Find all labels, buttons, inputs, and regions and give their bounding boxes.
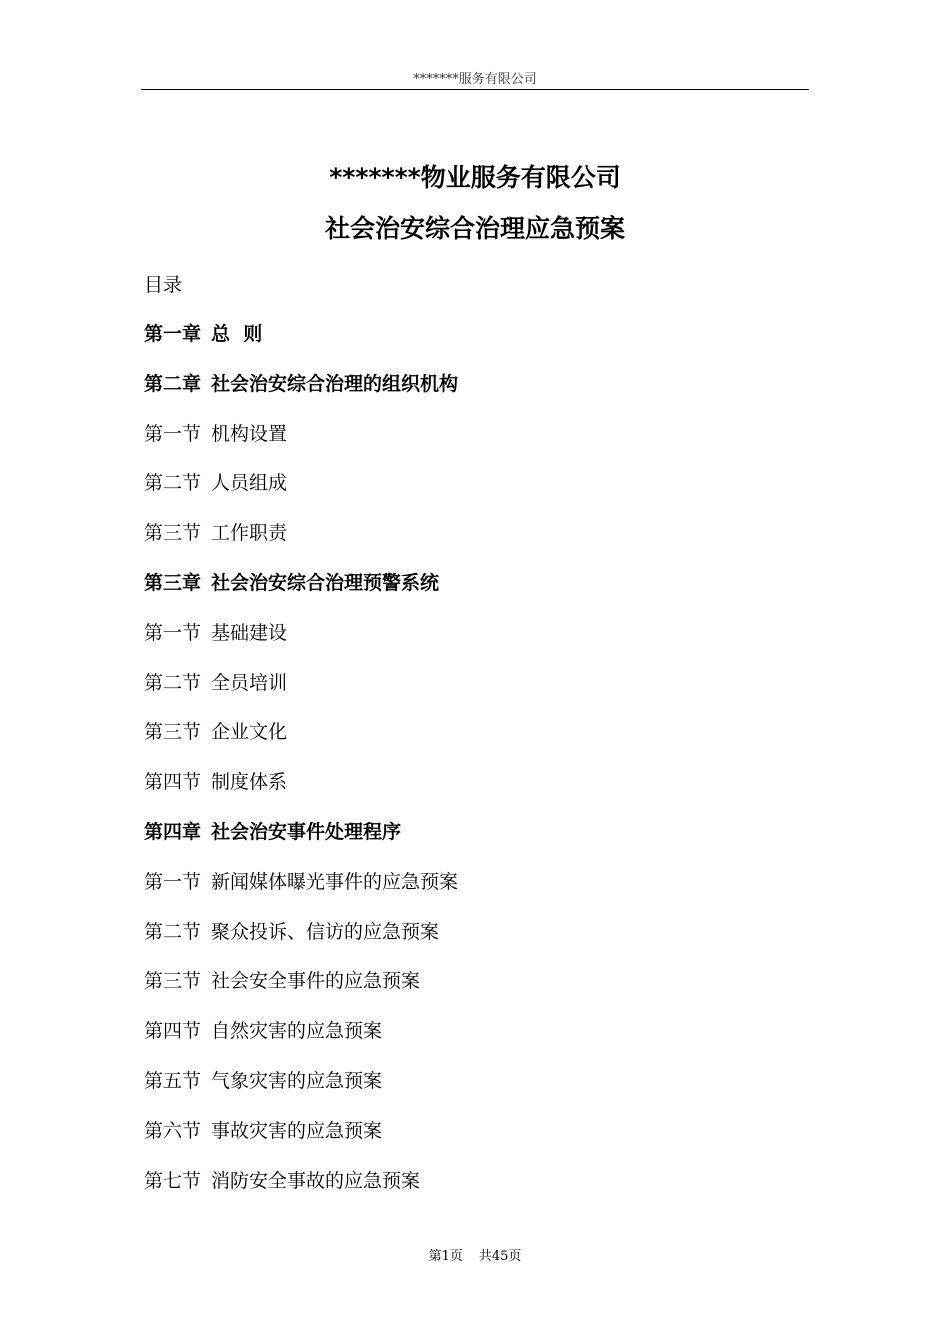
toc-item[interactable]: [144, 320, 458, 370]
toc-item[interactable]: [144, 868, 458, 918]
toc-item[interactable]: [144, 1117, 458, 1167]
page-footer: [0, 1247, 950, 1267]
toc-item-number: 第一章: [144, 323, 202, 345]
table-of-contents: [144, 320, 458, 1216]
document-title-company: *******物业服务有限公司: [329, 163, 621, 192]
toc-item[interactable]: [144, 669, 458, 719]
toc-item-title: 消防安全事故的应急预案: [211, 1169, 421, 1192]
toc-item-number: 第六节: [144, 1119, 202, 1142]
toc-item-number: 第三节: [144, 970, 202, 993]
toc-item-number: 第二节: [144, 920, 202, 943]
toc-item-number: 第四节: [144, 771, 202, 794]
toc-item-title: 社会安全事件的应急预案: [211, 970, 421, 993]
toc-item-title: 自然灾害的应急预案: [211, 1020, 383, 1043]
toc-item-number: 第二节: [144, 472, 202, 495]
toc-item-number: 第五节: [144, 1069, 202, 1092]
toc-item-title: 社会治安综合治理预警系统: [211, 571, 440, 594]
toc-item-number: 第三章: [144, 571, 202, 594]
toc-item-number: 第四章: [144, 820, 202, 843]
toc-item-title: 工作职责: [211, 522, 288, 545]
header-company-name: *******服务有限公司: [413, 72, 537, 87]
toc-item[interactable]: [144, 370, 458, 420]
toc-item-title: 机构设置: [211, 422, 288, 445]
toc-item-number: 第一节: [144, 870, 202, 893]
toc-item-title: 事故灾害的应急预案: [211, 1119, 383, 1142]
toc-item-number: 第四节: [144, 1020, 202, 1043]
toc-item-title: 社会治安综合治理的组织机构: [211, 372, 459, 395]
toc-item-number: 第三节: [144, 522, 202, 545]
page-number: 第1页: [428, 1249, 463, 1264]
toc-item-title: 全员培训: [211, 671, 288, 694]
toc-item-number: 第七节: [144, 1169, 202, 1192]
toc-item-title: 基础建设: [211, 621, 288, 644]
toc-item[interactable]: [144, 469, 458, 519]
toc-item-title: 制度体系: [211, 771, 288, 794]
toc-item-title: 社会治安事件处理程序: [211, 820, 402, 843]
toc-item[interactable]: [144, 1017, 458, 1067]
toc-item-title: 企业文化: [211, 721, 288, 744]
toc-item[interactable]: [144, 918, 458, 968]
toc-item-number: 第二节: [144, 671, 202, 694]
toc-item[interactable]: [144, 718, 458, 768]
page-header: [141, 71, 809, 90]
toc-item[interactable]: [144, 1067, 458, 1117]
toc-item-number: 第三节: [144, 721, 202, 744]
page-total: 共45页: [478, 1249, 522, 1264]
document-title: 社会治安综合治理应急预案: [324, 214, 625, 243]
toc-item[interactable]: [144, 768, 458, 818]
toc-item-title: 气象灾害的应急预案: [211, 1069, 383, 1092]
toc-item-number: 第二章: [144, 372, 202, 395]
toc-item-title: 总 则: [211, 323, 263, 345]
toc-item[interactable]: [144, 569, 458, 619]
toc-heading: 目录: [144, 274, 183, 296]
toc-item[interactable]: [144, 1167, 458, 1217]
toc-item-title: 聚众投诉、信访的应急预案: [211, 920, 440, 943]
toc-item[interactable]: [144, 420, 458, 470]
toc-item[interactable]: [144, 818, 458, 868]
toc-item[interactable]: [144, 519, 458, 569]
toc-item[interactable]: [144, 619, 458, 669]
toc-item-title: 新闻媒体曝光事件的应急预案: [211, 870, 459, 893]
toc-item-number: 第一节: [144, 422, 202, 445]
toc-item-title: 人员组成: [211, 472, 288, 495]
toc-item[interactable]: [144, 967, 458, 1017]
toc-item-number: 第一节: [144, 621, 202, 644]
